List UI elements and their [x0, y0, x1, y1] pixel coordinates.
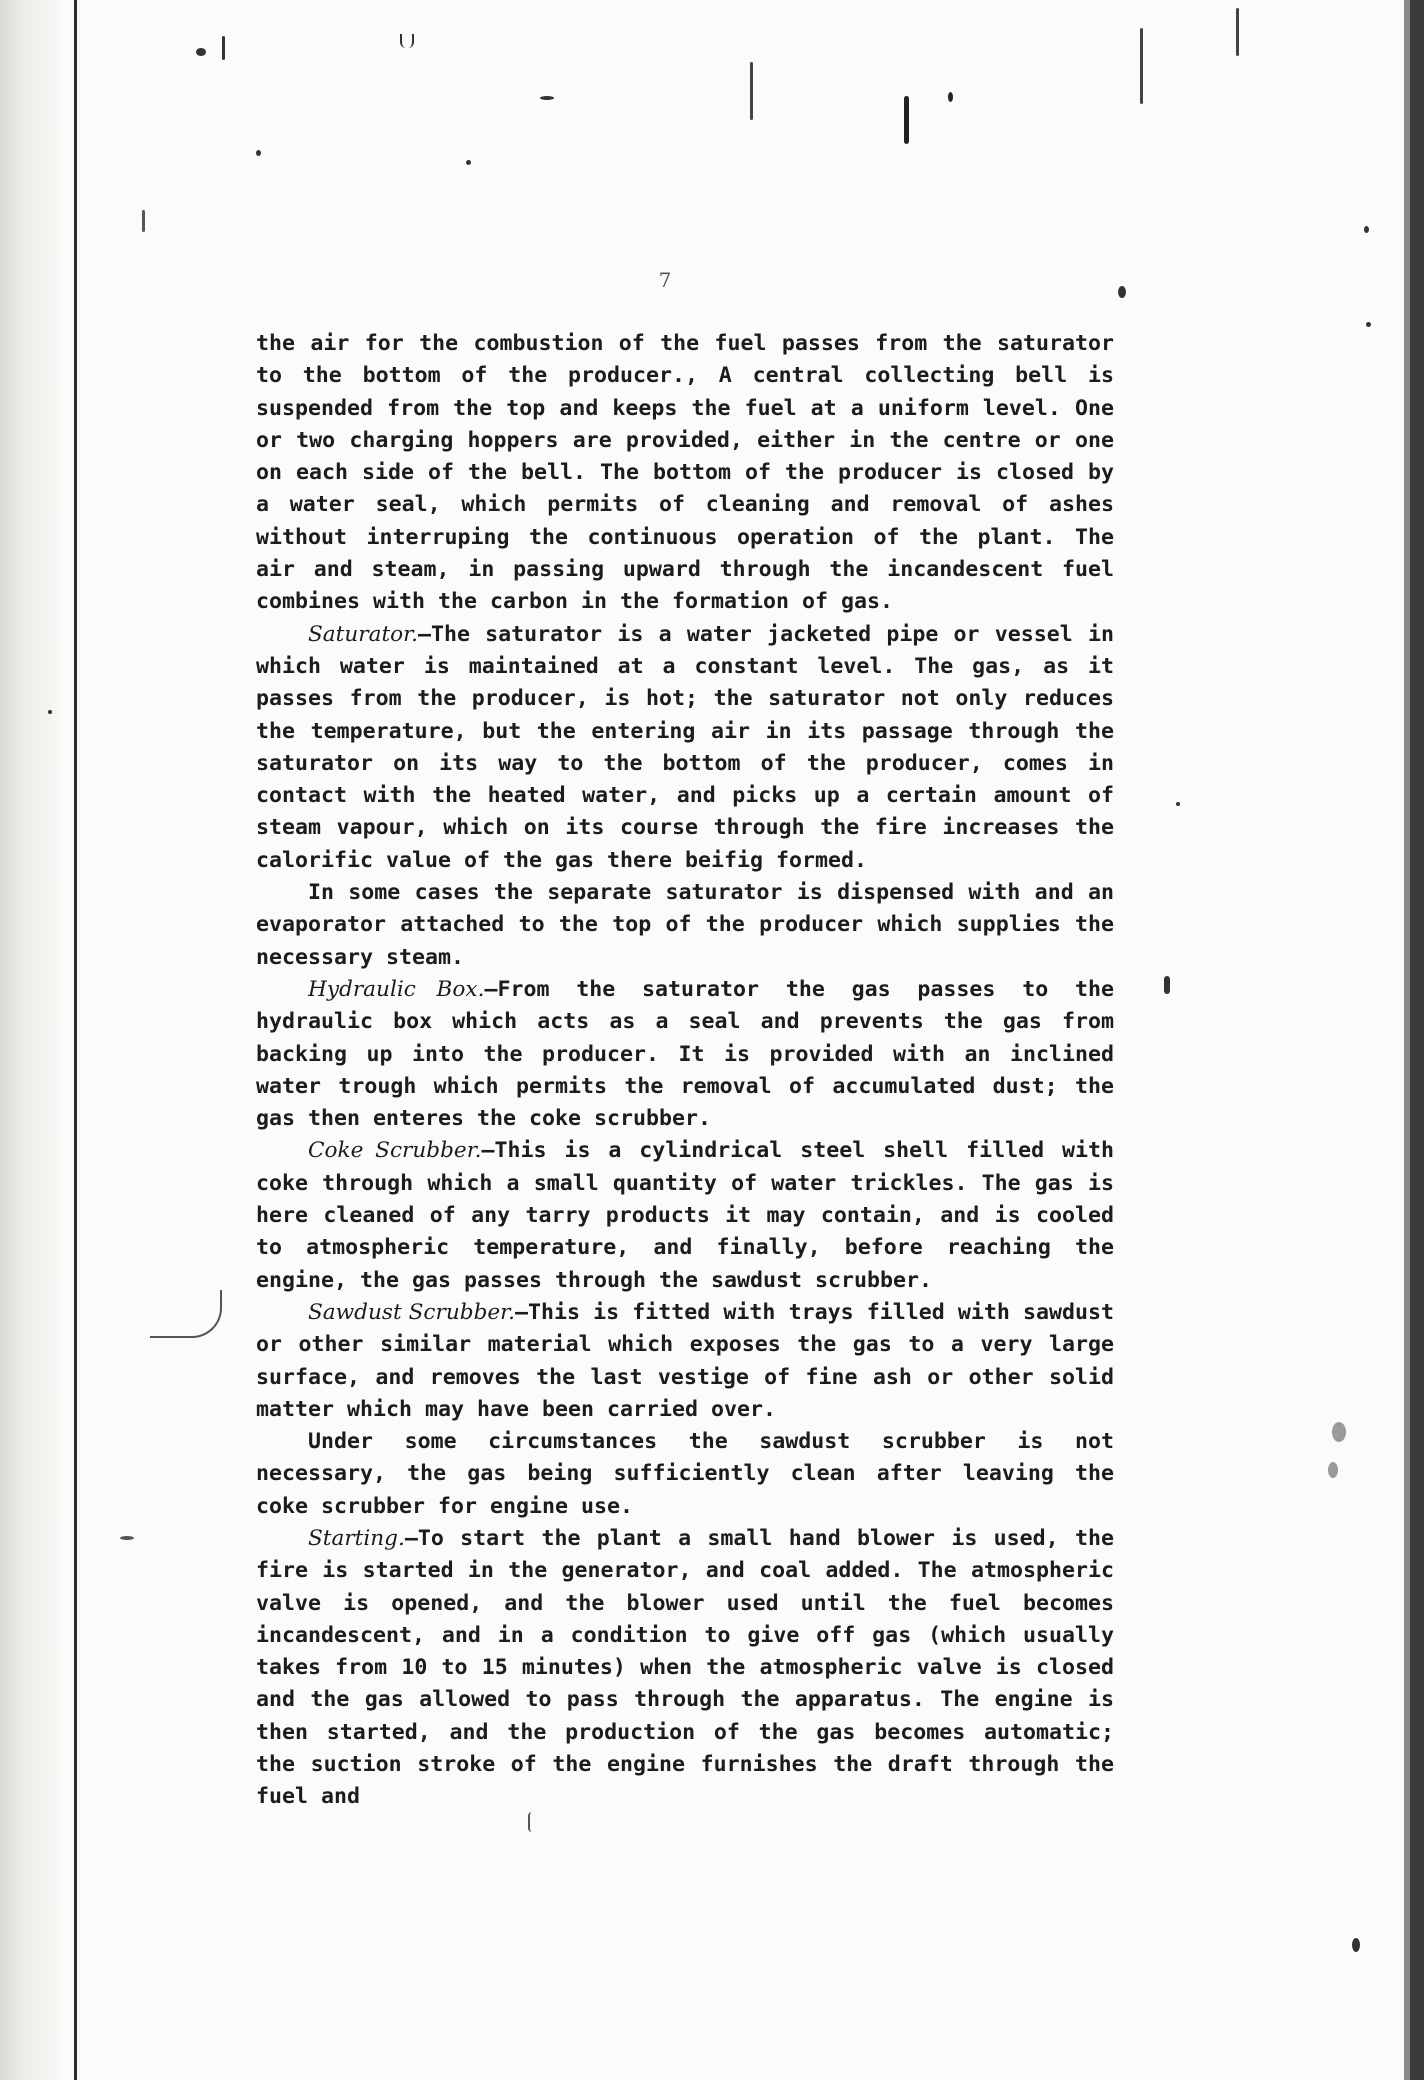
- paragraph-text: —From the saturator the gas passes to the hydraulic box which acts as a seal and prevents the gas from backing up into the producer. It is provided with an inclined water trough which permits the removal of accumulated dust; the gas then enteres the coke scrubber.: [256, 976, 1114, 1132]
- binding-edge: [0, 0, 60, 2080]
- scan-speck: [948, 92, 953, 102]
- scan-speck: [1140, 28, 1143, 104]
- scan-speck: [1364, 226, 1369, 233]
- paragraph: [256, 1135, 1114, 1296]
- scan-speck: [750, 62, 753, 120]
- paragraph-heading: Saturator.: [308, 621, 418, 647]
- paragraph: [256, 1426, 1114, 1523]
- paragraph-text: the air for the combustion of the fuel passes from the saturator to the bottom of the producer., A central collecting bell is suspended from the top and keeps the fuel at a uniform level. One or two charging hoppers are provided, either in the centre or one on each side of the bell. The bottom of the producer is closed by a water seal, which permits of cleaning and removal of ashes without interruping the continuous operation of the plant. The air and steam, in passing upward through the incandescent fuel combines with the carbon in the formation of gas.: [256, 331, 1114, 615]
- paragraph-heading: Coke Scrubber.: [308, 1138, 482, 1164]
- page-edge: [1410, 0, 1424, 2080]
- paragraph: [256, 328, 1114, 619]
- paragraph-heading: Starting.: [308, 1525, 405, 1551]
- scan-speck: [540, 96, 554, 100]
- scan-speck: [1236, 8, 1239, 56]
- scan-speck: [1176, 802, 1180, 806]
- paragraph-text: —This is a cylindrical steel shell filled with coke through which a small quantity of water trickles. The gas is here cleaned of any tarry products it may contain, and is cooled to atmospheric temperature, and finally, before reaching the engine, the gas passes through the sawdust scrubber.: [256, 1138, 1114, 1293]
- scan-speck: [48, 710, 52, 714]
- pencil-mark: [528, 1812, 536, 1832]
- scan-speck: [1352, 1938, 1360, 1952]
- paragraph-heading: Sawdust Scrubber.: [308, 1299, 515, 1325]
- page-number: 7: [658, 268, 672, 292]
- scan-speck: [1332, 1422, 1346, 1442]
- paragraph-text: Under some circumstances the sawdust scrubber is not necessary, the gas being sufficiently clean after leaving the coke scrubber for engine use.: [256, 1429, 1114, 1519]
- paragraph-text: —The saturator is a water jacketed pipe or vessel in which water is maintained at a constant level. The gas, as it passes from the producer, is hot; the saturator not only reduces the temperature, but the entering air in its passage through the saturator on its way to the bottom of the producer, comes in contact with the heated water, and picks up a certain amount of steam vapour, which on its course through the fire increases the calorific value of the gas there beifig formed.: [256, 621, 1114, 873]
- scan-speck: [1164, 976, 1170, 994]
- paragraph: [256, 1523, 1114, 1814]
- scan-speck: [120, 1536, 134, 1540]
- scan-speck: [256, 150, 261, 156]
- paragraph-text: —This is fitted with trays filled with sawdust or other similar material which exposes the gas to a very large surface, and removes the last vestige of fine ash or other solid matter which may have been carried over.: [256, 1299, 1114, 1422]
- pencil-mark: [150, 1290, 222, 1338]
- paragraph: [256, 1297, 1114, 1426]
- paragraph: [256, 877, 1114, 974]
- scan-speck: [196, 48, 206, 56]
- paragraph-text: —To start the plant a small hand blower is used, the fire is started in the generator, and coal added. The atmospheric valve is opened, and the blower used until the fuel becomes incandescent, and in a condition to give off gas (which usually takes from 10 to 15 minutes) when the atmospheric valve is closed and the gas allowed to pass through the apparatus. The engine is then started, and the production of the gas becomes automatic; the suction stroke of the engine furnishes the draft through the fuel and: [256, 1525, 1114, 1810]
- paragraph-heading: Hydraulic Box.: [308, 976, 485, 1002]
- body-text: [256, 328, 1114, 1814]
- scan-speck: [142, 210, 145, 232]
- scan-speck: [904, 96, 909, 144]
- scan-speck: [400, 34, 414, 48]
- paragraph: [256, 619, 1114, 877]
- scan-speck: [1328, 1462, 1338, 1478]
- scan-speck: [222, 36, 225, 60]
- scan-speck: [466, 160, 471, 165]
- paragraph: [256, 974, 1114, 1135]
- scan-speck: [1366, 322, 1371, 327]
- paragraph-text: In some cases the separate saturator is dispensed with and an evaporator attached to the top of the producer which supplies the necessary steam.: [256, 880, 1114, 970]
- scan-speck: [1118, 286, 1126, 298]
- binding-line: [74, 0, 77, 2080]
